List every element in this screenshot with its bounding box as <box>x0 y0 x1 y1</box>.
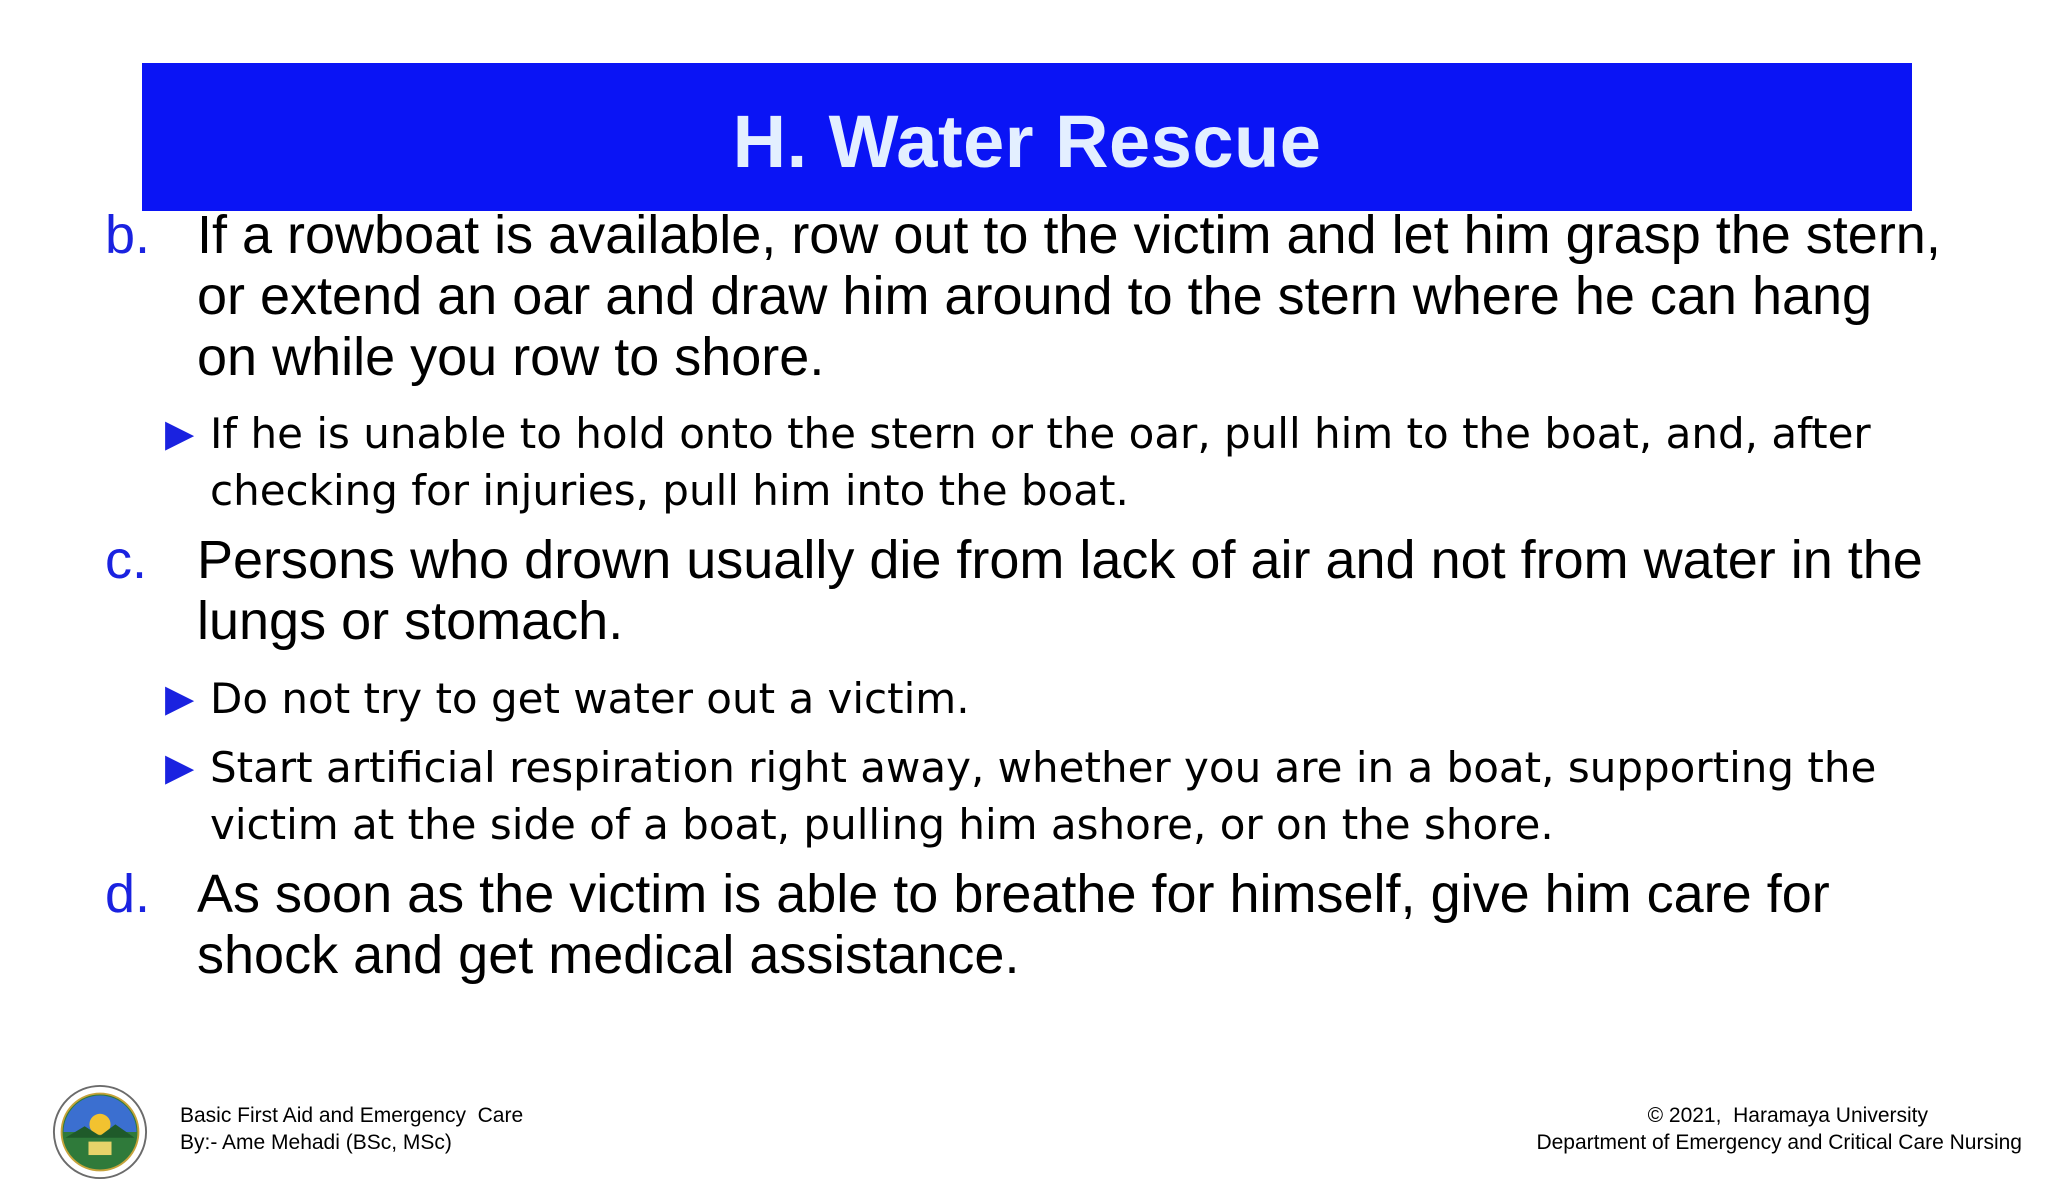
triangle-bullet-icon: ▶ <box>165 411 195 455</box>
list-marker: d. <box>105 864 151 924</box>
sub-list-item <box>165 670 1965 727</box>
sub-list-item-text: If he is unable to hold onto the stern or the oar, pull him to the boat, and, after checking for injuries, pull him into the boat. <box>210 409 1871 515</box>
footer-author: By:- Ame Mehadi (BSc, MSc) <box>180 1131 452 1154</box>
list-item-c <box>105 530 1945 652</box>
list-marker: b. <box>105 205 151 265</box>
sub-list-item-text: Start artificial respiration right away, whether you are in a boat, supporting the victim at the side of a boat, pulling him ashore, or on the shore. <box>210 743 1877 849</box>
haramaya-university-seal-icon <box>52 1084 148 1180</box>
footer-copyright: © 2021, Haramaya University <box>1647 1104 1928 1127</box>
title-bar <box>142 63 1912 211</box>
sub-list-item <box>165 405 1965 519</box>
list-item-text: Persons who drown usually die from lack of air and not from water in the lungs or stomach. <box>197 530 1923 651</box>
list-item-b <box>105 205 1945 388</box>
list-marker: c. <box>105 530 148 590</box>
slide-title: H. Water Rescue <box>732 99 1322 183</box>
list-item-text: If a rowboat is available, row out to the victim and let him grasp the stern, or extend an oar and draw him around to the stern where he can hang on while you row to shore. <box>197 205 1941 387</box>
sub-list-item <box>165 739 1965 853</box>
list-item-d <box>105 864 1945 986</box>
triangle-bullet-icon: ▶ <box>165 745 195 789</box>
sub-list-item-text: Do not try to get water out a victim. <box>210 674 970 723</box>
footer-department: Department of Emergency and Critical Care Nursing <box>1536 1131 2022 1154</box>
triangle-bullet-icon: ▶ <box>165 676 195 720</box>
list-item-text: As soon as the victim is able to breathe for himself, give him care for shock and get medical assistance. <box>197 864 1830 985</box>
footer-course: Basic First Aid and Emergency Care <box>180 1104 524 1127</box>
